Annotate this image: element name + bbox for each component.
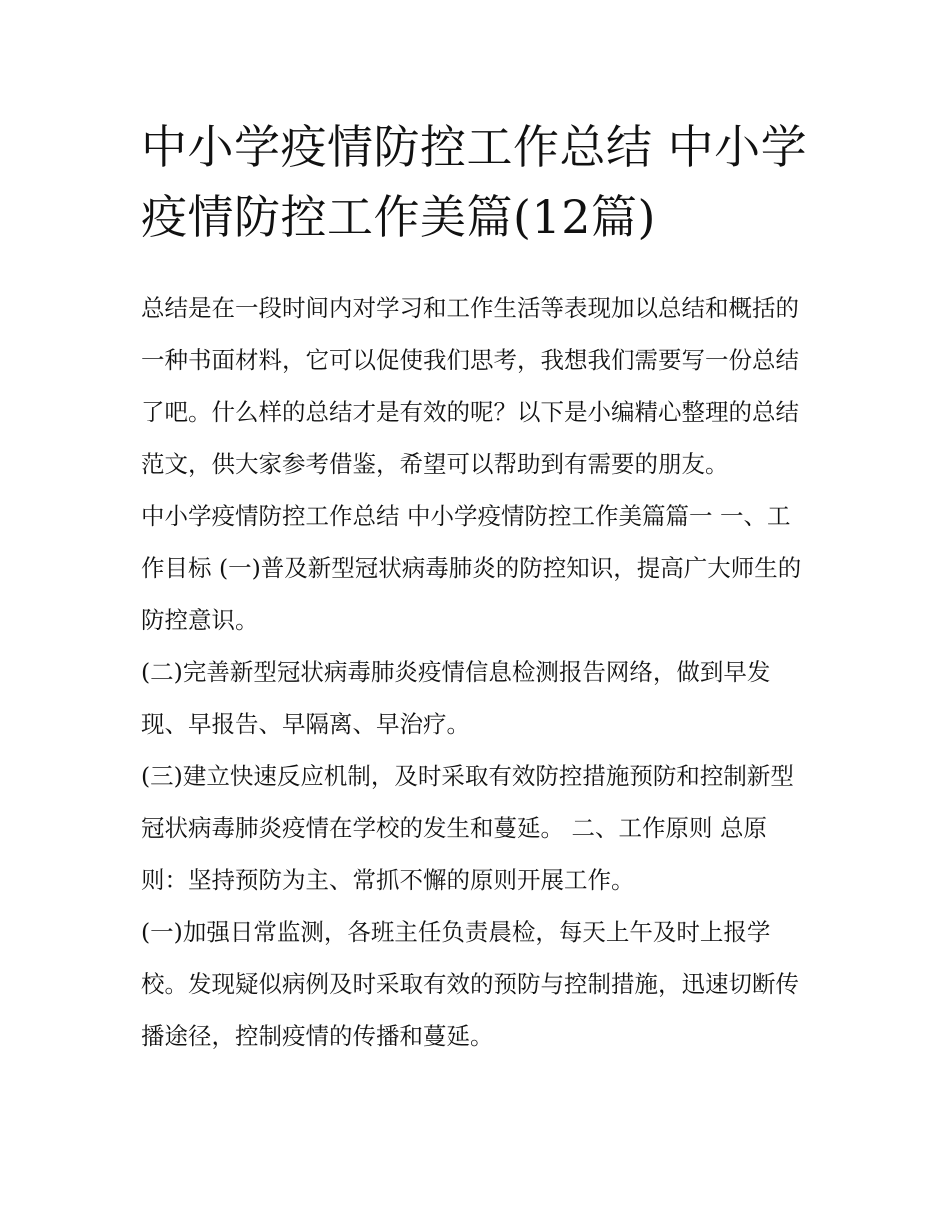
document-body — [141, 112, 813, 1062]
document-title: 中小学疫情防控工作总结 中小学疫情防控工作美篇(12篇) — [141, 120, 808, 244]
goal-three-paragraph: (三)建立快速反应机制，及时采取有效防控措施预防和控制新型冠状病毒肺炎疫情在学校的发生和蔓延。 二、工作原则 总原则：坚持预防为主、常抓不懈的原则开展工作。 — [141, 762, 794, 894]
measure-one-paragraph: (一)加强日常监测，各班主任负责晨检，每天上午及时上报学校。发现疑似病例及时采取有效的预防与控制措施，迅速切断传播途径，控制疫情的传播和蔓延。 — [141, 918, 799, 1050]
work-goals-paragraph: 中小学疫情防控工作总结 中小学疫情防控工作美篇篇一 一、工作目标 (一)普及新型冠状病毒肺炎的防控知识，提高广大师生的防控意识。 — [141, 502, 802, 634]
intro-paragraph: 总结是在一段时间内对学习和工作生活等表现加以总结和概括的一种书面材料，它可以促使我们思考，我想我们需要写一份总结了吧。什么样的总结才是有效的呢？以下是小编精心整理的总结范文，供大家参考借鉴，希望可以帮助到有需要的朋友。 — [141, 294, 799, 478]
goal-two-paragraph: (二)完善新型冠状病毒肺炎疫情信息检测报告网络，做到早发现、早报告、早隔离、早治疗。 — [141, 658, 771, 738]
